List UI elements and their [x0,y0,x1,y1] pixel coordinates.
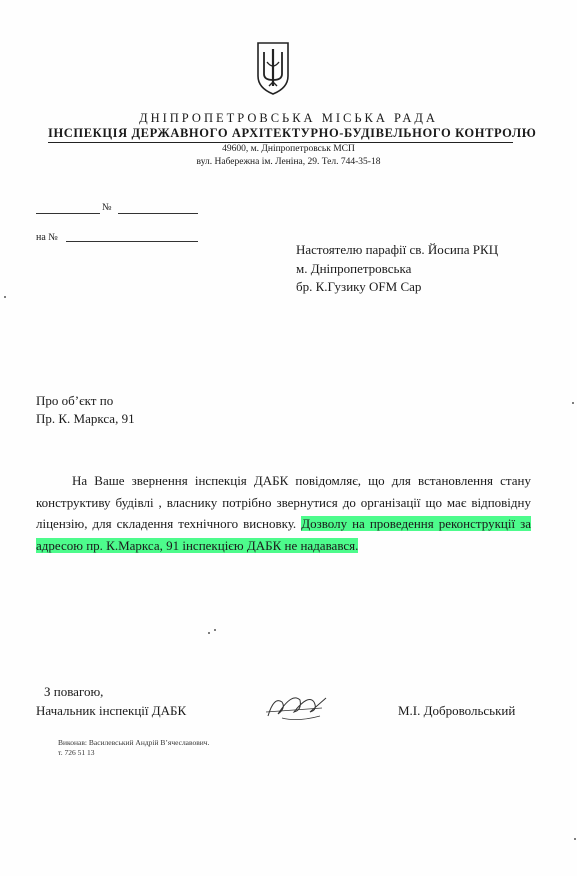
regards-text: З повагою, [44,684,104,699]
recipient-line-3: бр. К.Гузику OFM Cap [296,279,422,294]
number-sign: № [102,202,112,213]
scan-speck [214,629,216,631]
reference-line [66,241,198,242]
handwritten-signature-icon [262,682,332,728]
subject-line-1: Про об’єкт по [36,393,114,408]
highlighted-text: Дозволу на проведення реконструкції за адресою пр. К.Маркса, 91 інспекцією ДАБК не надавався. [36,516,532,553]
scan-speck [574,838,576,840]
body-text: На Ваше звернення інспекція ДАБК повідомляє, що для встановлення стану конструктиву будівлі , власнику потрібно звернутися до організації що має відповідну ліцензію, для складення технічного висновку. [36,473,531,531]
recipient-line-2: м. Дніпропетровська [296,261,412,276]
recipient-line-1: Настоятелю парафії св. Йосипа РКЦ [296,242,499,257]
scan-speck [208,632,210,634]
subject-line-2: Пр. К. Маркса, 91 [36,411,135,426]
city-council-heading: ДНІПРОПЕТРОВСЬКА МІСЬКА РАДА [139,111,438,125]
letter-body [36,470,531,556]
scan-speck [4,296,6,298]
executor-name: Виконав: Василевський Андрій В’ячеславович. [58,738,210,747]
executor-phone: т. 726 51 13 [58,748,95,757]
signatory-name: М.І. Добровольський [398,703,516,718]
date-line [36,213,100,214]
signatory-position: Начальник інспекції ДАБК [36,703,187,718]
trident-emblem-icon [255,40,291,96]
postal-address: 49600, м. Дніпропетровськ МСП [222,144,355,154]
street-address: вул. Набережна ім. Леніна, 29. Тел. 744-35-18 [196,157,381,167]
reference-label: на № [36,232,58,243]
inspection-heading: ІНСПЕКЦІЯ ДЕРЖАВНОГО АРХІТЕКТУРНО-БУДІВЕЛЬНОГО КОНТРОЛЮ [48,126,537,140]
scan-speck [572,402,574,404]
number-line [118,213,198,214]
